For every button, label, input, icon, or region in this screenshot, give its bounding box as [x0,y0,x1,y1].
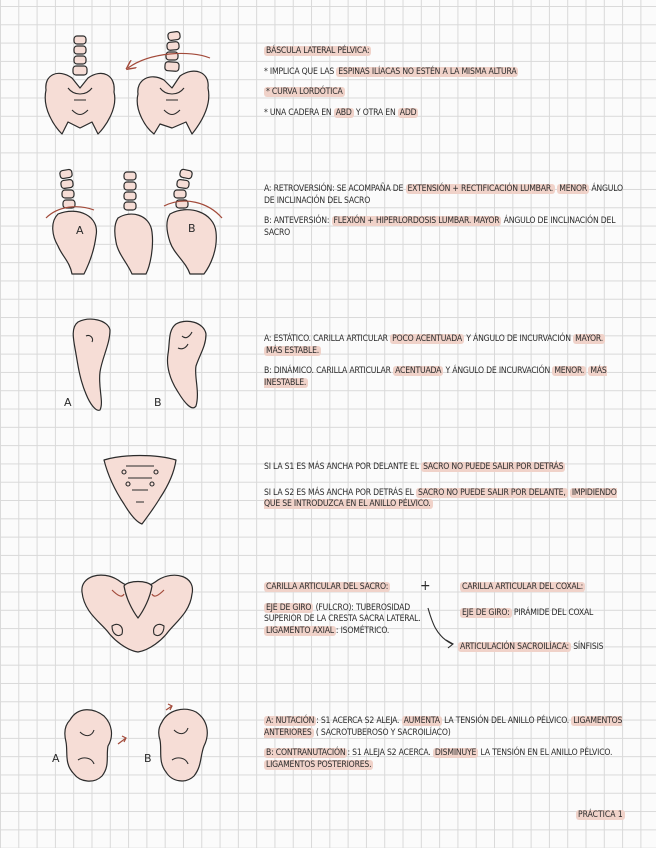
s2-paragraph: SI LA S2 ES MÁS ANCHA POR DETRÁS EL SACRO NO PUEDE SALIR POR DELANTE, IMPIDIENDO QUE SE INTRODUZCA EN EL ANILLO PÉLVICO. [264,487,617,509]
figure-label-a: A [64,396,72,409]
plus-sign: + [420,578,431,594]
static-paragraph: A: ESTÁTICO. CARILLA ARTICULAR POCO ACENTUADA Y ÁNGULO DE INCURVACIÓN MAYOR. MÁS ESTABLE. [264,334,604,356]
nutation-a-figure [52,710,126,781]
pelvic-version-figure [38,166,228,276]
figure-label-a: A [76,224,84,237]
section-pelvic-version-text [264,184,624,248]
figure-label-b: B [188,222,196,235]
section-title: BÁSCULA LATERAL PÉLVICA: [266,46,370,56]
sacroiliac-joint-text: ARTICULACIÓN SACROILÍACA: SÍNFISIS [460,642,604,652]
bullet-lordotic-curve: * CURVA LORDÓTICA [266,87,343,97]
arrow-to-joint-icon [422,608,462,648]
sacrum-axis-text: EJE DE GIRO (FULCRO): TUBEROSIDAD SUPERIOR DE LA CRESTA SACRA LATERAL. [264,602,421,624]
sacrum-facet-block [264,582,434,637]
pelvis-left-figure [45,36,115,134]
dynamic-sacrum-figure [154,321,206,409]
bullet-hip-abd-add: * UNA CADERA EN ABD Y OTRA EN ADD [264,107,417,118]
section-sacrum-type-text [264,334,624,398]
figure-label-b: B [144,752,152,765]
bullet-iliac-spines: * IMPLICA QUE LAS ESPINAS ILÍACAS NO ESTÉN A LA MISMA ALTURA [264,66,517,77]
coxal-axis-text: EJE DE GIRO: PIRÁMIDE DEL COXAL [462,607,594,618]
nutation-paragraph: A: NUTACIÓN : S1 ACERCA S2 ALEJA. AUMENTA LA TENSIÓN DEL ANILLO PÉLVICO. LIGAMENTOS ANTERIORES ( SACROTUBEROSO Y SACROILÍACO) [264,716,623,738]
coxal-facet-block [460,582,640,619]
sacrum-anterior-view-figure [100,452,190,532]
lateral-tilt-pelvis-figure [38,30,228,140]
dynamic-paragraph: B: DINÁMICO. CARILLA ARTICULAR ACENTUADA Y ÁNGULO DE INCURVACIÓN MENOR. MÁS INESTABLE. [264,366,607,388]
pelvis-right-figure [128,31,210,134]
contranutation-paragraph: B: CONTRANUTACIÓN : S1 ALEJA S2 ACERCA. DISMINUYE LA TENSIÓN EN EL ANILLO PÉLVICO. LIGAMENTOS POSTERIORES. [266,748,613,770]
retroversion-paragraph: A: RETROVERSIÓN: SE ACOMPAÑA DE EXTENSIÓN + RECTIFICACIÓN LUMBAR. MENOR ÁNGULO DE INCLINACIÓN DEL SACRO [264,184,623,206]
sacrum-facet-title: CARILLA ARTICULAR DEL SACRO: [266,582,389,592]
contranutation-b-figure [144,704,207,781]
retroversion-figure [46,169,96,274]
anteversion-figure [164,169,222,274]
sacrum-type-figure [56,314,246,424]
section-nutation-text [264,716,624,780]
static-sacrum-figure [64,319,110,410]
s1-paragraph: SI LA S1 ES MÁS ANCHA POR DELANTE EL SACRO NO PUEDE SALIR POR DETRÁS [264,462,564,472]
page-footer-label: PRÁCTICA 1 [578,810,623,820]
figure-label-a: A [52,752,60,765]
section-sacrum-width-text [264,462,624,520]
figure-label-b: B [154,396,162,409]
section-lateral-tilt-text [264,46,624,128]
sacrum-ligament-text: LIGAMENTO AXIAL : ISOMÉTRICO. [266,625,390,636]
neutral-pelvis-figure [115,172,153,274]
anteversion-paragraph: B: ANTEVERSIÓN: FLEXIÓN + HIPERLORDOSIS LUMBAR. MAYOR ÁNGULO DE INCLINACIÓN DEL SACRO [264,216,616,238]
pelvis-anterior-figure [78,566,198,656]
nutation-figure [48,702,228,792]
coxal-facet-title: CARILLA ARTICULAR DEL COXAL: [462,582,584,592]
